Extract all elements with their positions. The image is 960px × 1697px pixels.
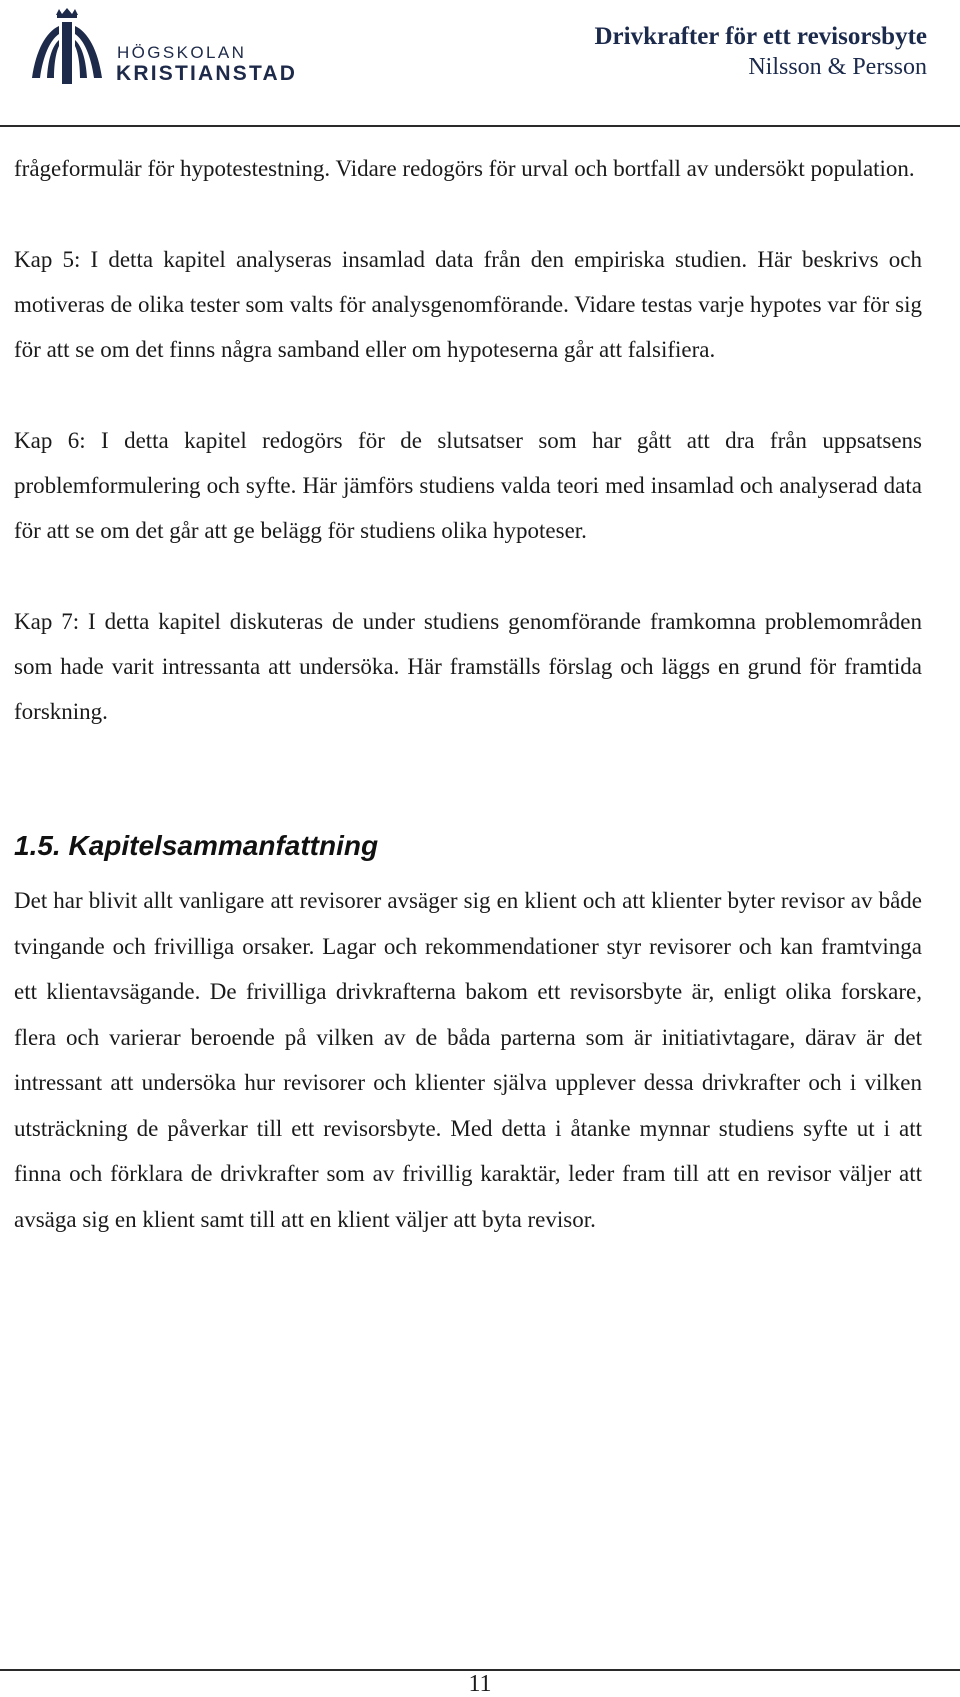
paragraph-summary: Det har blivit allt vanligare att revisorer avsäger sig en klient och att klienter byter revisor av både tvingande och frivilliga orsaker. Lagar och rekommendationer styr revisorer och kan framtvinga ett klientavsägande. De frivilliga drivkrafterna bakom ett revisorsbyte är, enligt olika forskare, flera och varierar beroende på vilken av de båda parterna som är initiativtagare, därav är det intressant att undersöka hur revisorer och klienter själva upplever dessa drivkrafter och i vilken utsträckning de påverkar till ett revisorsbyte. Med detta i åtanke mynnar studiens syfte ut i att finna och förklara de drivkrafter som av frivillig karaktär, leder fram till att en revisor väljer att avsäga sig en klient samt till att en klient väljer att byta revisor. [14,888,922,1232]
paragraph-intro-continuation: frågeformulär för hypotestestning. Vidare redogörs för urval och bortfall av undersökt population. [14,156,915,181]
university-emblem-icon [26,6,108,88]
logo-text-hogskolan: HÖGSKOLAN [117,43,247,62]
paragraph-kap6: Kap 6: I detta kapitel redogörs för de slutsatser som har gått att dra från uppsatsens problemformulering och syfte. Här jämförs studiens valda teori med insamlad och analyserad data för att se om det går att ge belägg för studiens olika hypoteser. [14,428,922,543]
university-logo [26,6,296,88]
header-divider [0,125,960,127]
logo-text-kristianstad: KRISTIANSTAD [116,62,298,85]
paragraph-kap5: Kap 5: I detta kapitel analyseras insamlad data från den empiriska studien. Här beskrivs och motiveras de olika tester som valts för analysgenomförande. Vidare testas varje hypotes var för sig för att se om det finns några samband eller om hypoteserna går att falsifiera. [14,247,922,362]
page-body [14,146,922,1242]
page-number: 11 [468,1671,492,1697]
paragraph-kap7: Kap 7: I detta kapitel diskuteras de under studiens genomförande framkomna problemområden som hade varit intressanta att undersöka. Här framställs förslag och läggs en grund för framtida forskning. [14,609,922,724]
page-header [0,0,960,128]
document-authors: Nilsson & Persson [748,54,927,80]
document-title: Drivkrafter för ett revisorsbyte [594,23,927,50]
section-heading: 1.5. Kapitelsammanfattning [14,830,379,861]
